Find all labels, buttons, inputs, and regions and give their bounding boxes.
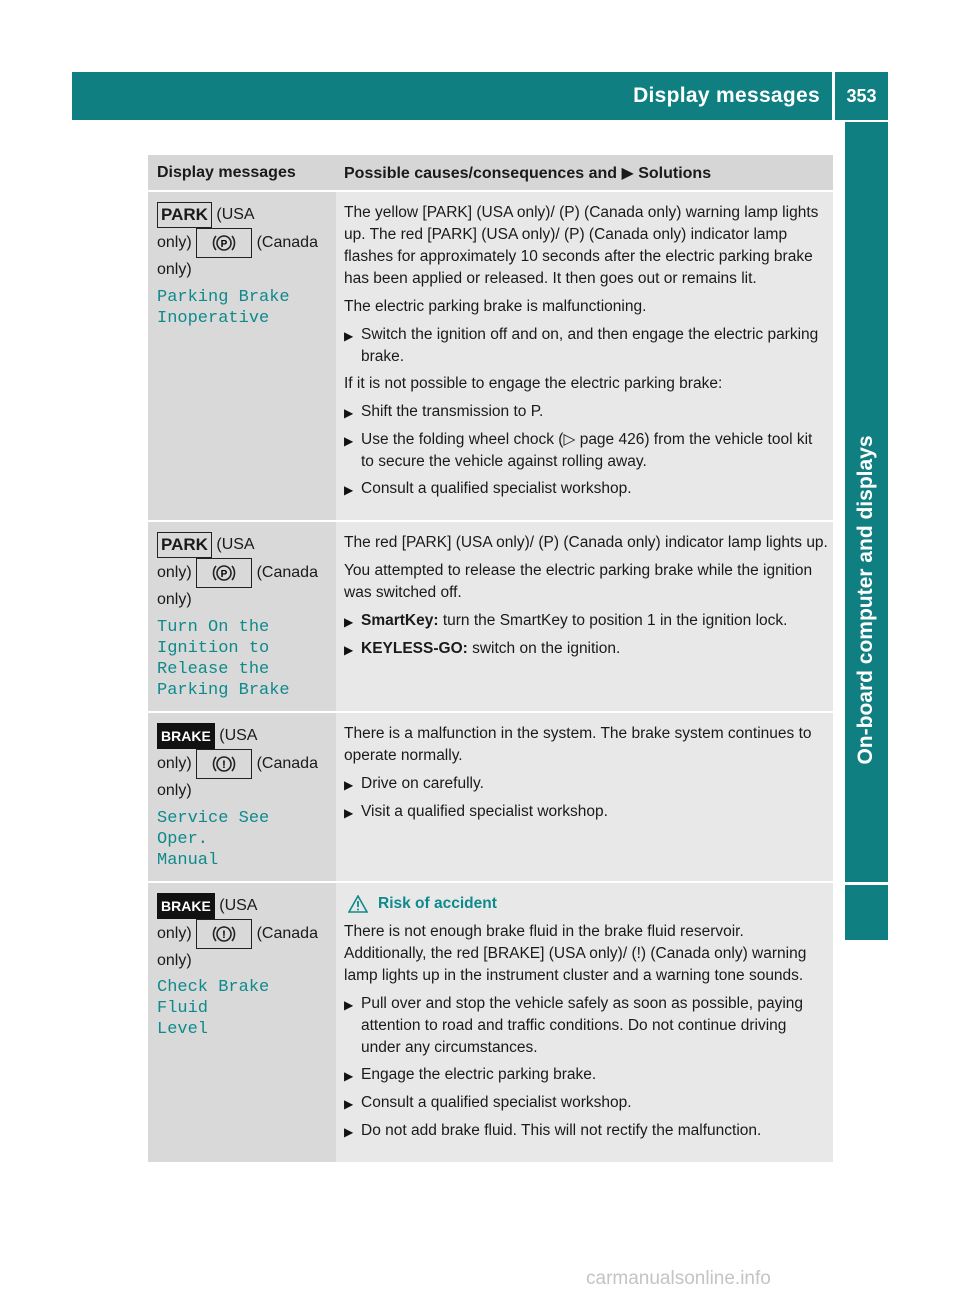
arrow-icon: ▶	[344, 1096, 354, 1111]
region-label: only)	[157, 924, 192, 942]
table-row	[148, 711, 833, 881]
arrow-icon: ▶	[344, 434, 354, 448]
message-line: Service See Oper.	[157, 808, 270, 849]
region-label: (USA	[216, 536, 255, 554]
step-text: Pull over and stop the vehicle safely as soon as possible, paying attention to road and traffic conditions. Do not continue driving under any circumstances.	[361, 994, 804, 1056]
step-text: Consult a qualified specialist workshop.	[361, 480, 632, 497]
solution-step	[344, 429, 828, 473]
solution-step	[344, 1064, 828, 1087]
arrow-icon: ▶	[344, 643, 354, 657]
display-messages-table	[148, 155, 833, 1162]
step-text: Switch the ignition off and on, and then engage the electric parking brake.	[361, 326, 819, 365]
display-message-cell	[148, 192, 336, 520]
warning-title: Risk of accident	[378, 894, 497, 912]
parking-brake-p-icon	[196, 228, 252, 258]
step-text: Do not add brake fluid. This will not rectify the malfunction.	[361, 1121, 762, 1139]
arrow-icon: ▶	[344, 329, 354, 343]
display-message-cell	[148, 522, 336, 711]
paragraph: You attempted to release the electric parking brake while the ignition was switched off.	[344, 562, 813, 601]
step-text: Engage the electric parking brake.	[361, 1065, 597, 1083]
page-number: 353	[835, 72, 888, 120]
paragraph: The red [PARK] (USA only)/ (P) (Canada only) indicator lamp lights up.	[344, 534, 828, 551]
arrow-icon: ▶	[344, 615, 354, 629]
paragraph: There is not enough brake fluid in the brake fluid reservoir. Additionally, the red [BRAKE] (USA only)/ (!) (Canada only) warning lamp lights up in the instrument cluster and a warning tone sounds.	[344, 922, 807, 984]
region-label: (Canada	[256, 755, 318, 773]
arrow-icon: ▶	[344, 805, 354, 820]
message-line: Ignition to	[157, 638, 270, 658]
message-line: Parking Brake	[157, 287, 290, 307]
paragraph: The electric parking brake is malfunctioning.	[344, 298, 647, 315]
brake-icon: BRAKE	[157, 893, 215, 919]
message-line: Level	[157, 1020, 209, 1040]
table-row	[148, 520, 833, 711]
paragraph: There is a malfunction in the system. The brake system continues to operate normally.	[344, 724, 812, 764]
arrow-icon: ▶	[344, 483, 354, 497]
message-line: Inoperative	[157, 308, 270, 328]
region-label: (USA	[216, 206, 255, 224]
arrow-icon: ▶	[344, 997, 354, 1012]
solution-step	[344, 478, 828, 501]
display-message-cell	[148, 883, 336, 1162]
header-bar	[72, 72, 832, 120]
display-message-text	[157, 977, 330, 1040]
brake-icon: BRAKE	[157, 723, 215, 749]
table-row	[148, 190, 833, 520]
arrow-icon: ▶	[344, 1124, 354, 1139]
solution-step	[344, 801, 828, 824]
step-text: Use the folding wheel chock (▷ page 426) from the vehicle tool kit to secure the vehicle against rolling away.	[361, 431, 813, 470]
brake-warning-icon	[196, 749, 252, 779]
solution-step	[344, 610, 828, 633]
region-label: only)	[157, 564, 192, 582]
step-label: SmartKey:	[361, 612, 439, 629]
causes-cell	[336, 192, 833, 520]
region-label: only)	[157, 755, 192, 773]
svg-text:!: !	[222, 928, 226, 941]
arrow-icon: ▶	[344, 406, 354, 420]
step-text: switch on the ignition.	[467, 640, 621, 657]
park-icon: PARK	[157, 532, 212, 558]
region-label: only)	[157, 781, 192, 799]
side-tab-block	[845, 885, 888, 940]
region-label: (Canada	[256, 924, 318, 942]
watermark: carmanualsonline.info	[586, 1268, 771, 1289]
causes-cell	[336, 522, 833, 711]
solution-step	[344, 638, 828, 661]
solution-step	[344, 1092, 828, 1115]
message-line: Manual	[157, 850, 219, 870]
page-title: Display messages	[633, 84, 820, 107]
display-message-cell	[148, 713, 336, 881]
side-tab-label: On-board computer and displays	[854, 435, 877, 765]
warning-triangle-icon	[348, 895, 368, 913]
step-text: turn the SmartKey to position 1 in the ignition lock.	[438, 612, 788, 629]
paragraph: The yellow [PARK] (USA only)/ (P) (Canada only) warning lamp lights up. The red [PARK] (USA only)/ (P) (Canada only) indicator lamp flashes for approximately 10 seconds after the electric parking brake has been applied or released. It then goes out or remains lit.	[344, 204, 819, 287]
column-header-display-messages: Display messages	[157, 163, 296, 181]
paragraph: If it is not possible to engage the electric parking brake:	[344, 375, 723, 392]
svg-text:P: P	[220, 569, 228, 581]
solution-step	[344, 401, 828, 424]
solution-step	[344, 1120, 828, 1143]
causes-cell	[336, 883, 833, 1162]
arrow-icon: ▶	[344, 777, 354, 792]
region-label: (Canada	[256, 564, 318, 582]
table-header	[148, 155, 833, 190]
step-text: Drive on carefully.	[361, 774, 484, 792]
svg-text:!: !	[222, 758, 226, 771]
step-text: Shift the transmission to P.	[361, 403, 544, 420]
message-line: Release the	[157, 659, 270, 679]
region-label: (USA	[219, 896, 258, 914]
parking-brake-p-icon	[196, 558, 252, 588]
svg-text:P: P	[220, 239, 228, 251]
region-label: only)	[157, 261, 192, 279]
message-line: Parking Brake	[157, 680, 290, 700]
region-label: only)	[157, 234, 192, 252]
solution-step	[344, 773, 828, 796]
causes-cell	[336, 713, 833, 881]
display-message-text	[157, 287, 330, 329]
display-message-text	[157, 617, 330, 701]
display-message-text	[157, 808, 330, 871]
column-header-causes: Possible causes/consequences and ▶ Solutions	[344, 164, 712, 182]
step-text: Consult a qualified specialist workshop.	[361, 1093, 632, 1111]
message-line: Check Brake Fluid	[157, 978, 270, 1019]
step-text: Visit a qualified specialist workshop.	[361, 802, 608, 820]
solution-step	[344, 324, 828, 368]
brake-warning-icon	[196, 919, 252, 949]
region-label: (USA	[219, 727, 258, 745]
park-icon: PARK	[157, 202, 212, 228]
region-label: only)	[157, 951, 192, 969]
region-label: only)	[157, 591, 192, 609]
region-label: (Canada	[256, 234, 318, 252]
warning-heading	[344, 893, 828, 915]
solution-step	[344, 993, 828, 1059]
step-label: KEYLESS-GO:	[361, 640, 468, 657]
table-row	[148, 881, 833, 1162]
message-line: Turn On the	[157, 617, 270, 637]
arrow-icon: ▶	[344, 1068, 354, 1083]
